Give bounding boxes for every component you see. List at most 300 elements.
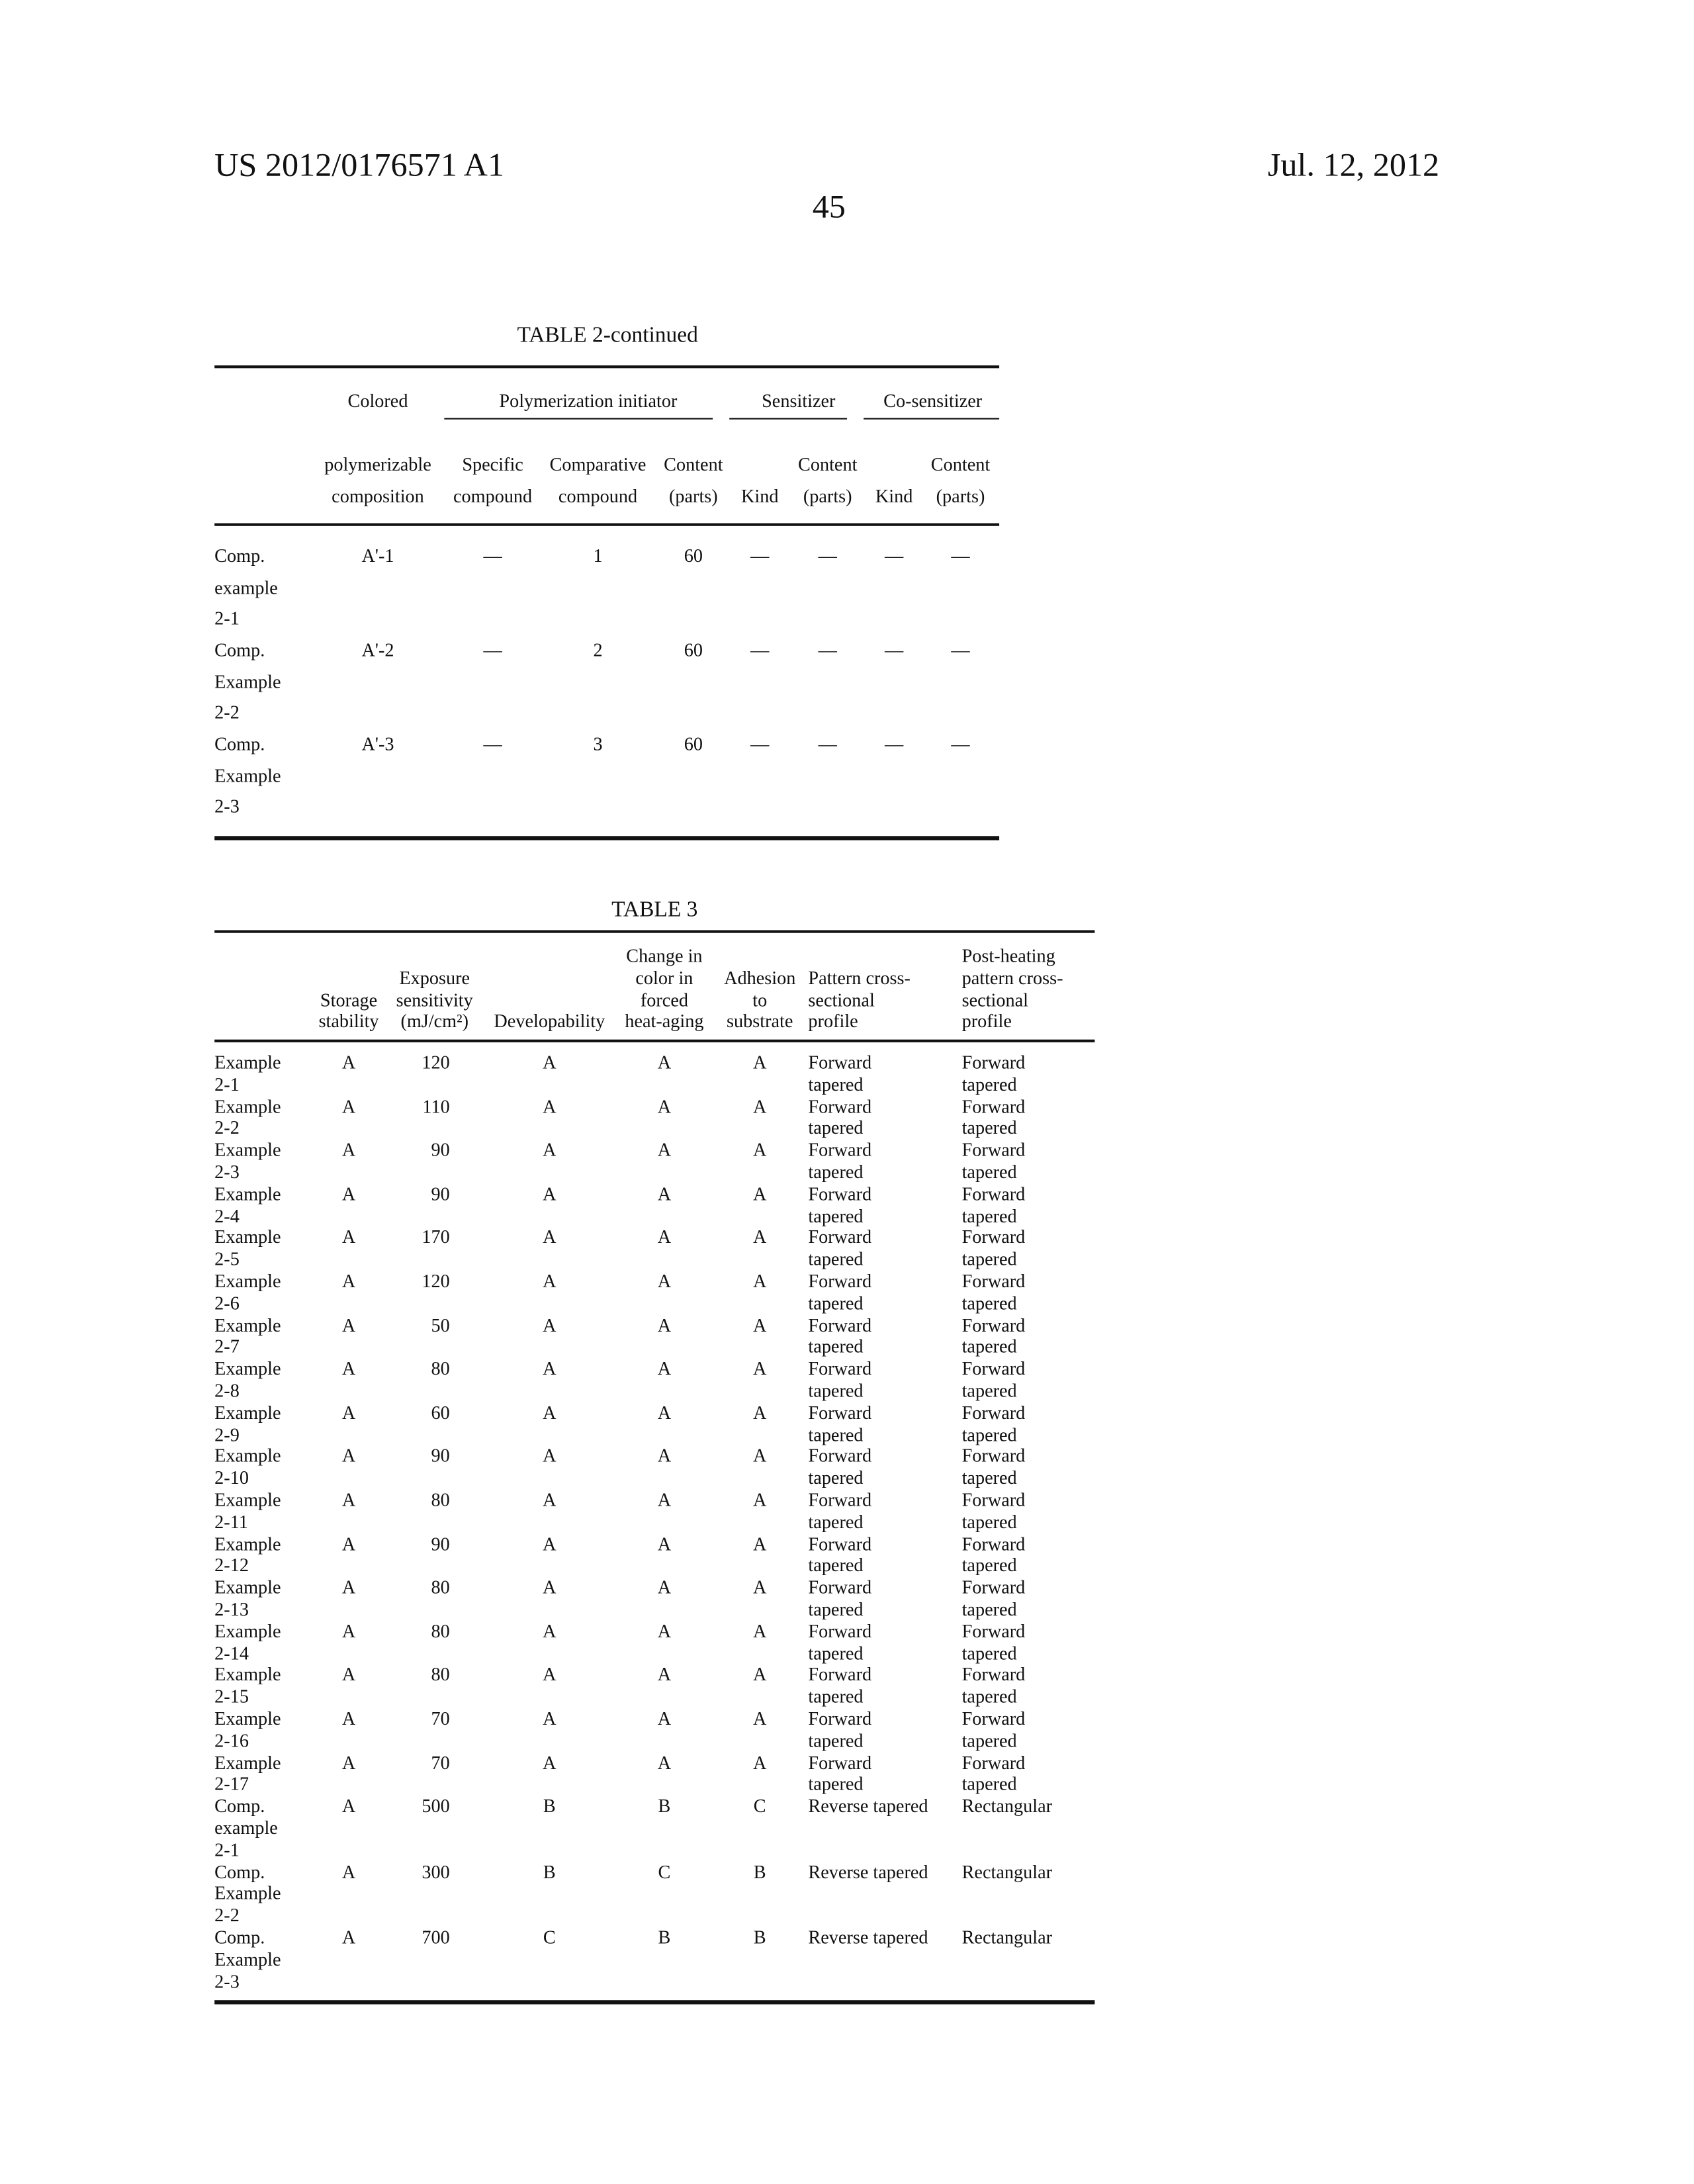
table-cell: 3 xyxy=(593,735,602,754)
row-label: Example xyxy=(214,1950,281,1968)
row-label: 2-8 xyxy=(214,1381,240,1400)
table-cell: A xyxy=(543,1359,556,1378)
table-cell: A xyxy=(753,1272,766,1291)
row-label: Example xyxy=(214,1709,281,1728)
table-cell: A xyxy=(753,1097,766,1116)
table3-bottom-rule xyxy=(214,2000,1094,2003)
table-cell: — xyxy=(750,641,769,659)
table-cell: 300 xyxy=(422,1862,449,1881)
table-cell: A xyxy=(753,1447,766,1465)
column-header: Developability xyxy=(494,1013,605,1031)
table-cell: 80 xyxy=(431,1666,450,1684)
table-cell: Forward xyxy=(808,1622,871,1641)
row-label: 2-7 xyxy=(214,1338,240,1356)
table-cell: Forward xyxy=(962,1228,1026,1247)
column-header: Change in xyxy=(626,947,702,966)
table-cell: A xyxy=(342,1403,355,1422)
row-label: Comp. xyxy=(214,1928,265,1946)
table-cell: A xyxy=(753,1666,766,1684)
table-cell: 90 xyxy=(431,1141,450,1160)
table-cell: Forward xyxy=(962,1185,1026,1203)
table-cell: tapered xyxy=(962,1206,1017,1225)
table-cell: C xyxy=(754,1797,766,1815)
row-label: 2-9 xyxy=(214,1425,240,1443)
table-cell: A xyxy=(753,1578,766,1597)
table-cell: A xyxy=(342,1622,355,1641)
table-cell: A xyxy=(658,1447,671,1465)
row-label: Example xyxy=(214,766,281,785)
table-cell: B xyxy=(754,1862,766,1881)
row-label: Comp. xyxy=(214,735,265,754)
table-cell: — xyxy=(819,735,837,754)
column-header: Pattern cross- xyxy=(808,969,910,987)
table-cell: A xyxy=(753,1622,766,1641)
table-cell: A xyxy=(753,1316,766,1334)
table-cell: B xyxy=(754,1928,766,1946)
table-cell: 90 xyxy=(431,1185,450,1203)
table-cell: 90 xyxy=(431,1447,450,1465)
table-cell: Forward xyxy=(962,1622,1026,1641)
row-label: Example xyxy=(214,1359,281,1378)
column-header: Storage xyxy=(320,991,377,1009)
table-cell: tapered xyxy=(808,1250,863,1269)
row-label: Example xyxy=(214,1054,281,1072)
table-cell: Reverse tapered xyxy=(808,1862,928,1881)
column-header: sensitivity xyxy=(396,991,473,1009)
table2-group-co-sensitizer: Co-sensitizer xyxy=(883,392,982,410)
table-cell: tapered xyxy=(962,1469,1017,1487)
row-label: Example xyxy=(214,1272,281,1291)
column-header: to xyxy=(752,991,767,1009)
table-cell: A xyxy=(753,1709,766,1728)
table-cell: A xyxy=(543,1403,556,1422)
table-cell: A xyxy=(342,1447,355,1465)
table-cell: A xyxy=(543,1054,556,1072)
table-cell: — xyxy=(951,641,969,659)
table-cell: Forward xyxy=(808,1578,871,1597)
table-cell: A xyxy=(658,1666,671,1684)
table-cell: A xyxy=(543,1185,556,1203)
row-label: 2-1 xyxy=(214,609,240,627)
table-cell: C xyxy=(543,1928,556,1946)
table-cell: — xyxy=(951,735,969,754)
column-header: sectional xyxy=(808,991,874,1009)
table2-title: TABLE 2-continued xyxy=(517,326,698,347)
row-label: 2-2 xyxy=(214,703,240,721)
table-cell: A xyxy=(658,1578,671,1597)
publication-date: Jul. 12, 2012 xyxy=(1268,150,1439,183)
table-cell: Forward xyxy=(808,1054,871,1072)
table-cell: Reverse tapered xyxy=(808,1797,928,1815)
column-header: compound xyxy=(453,486,532,505)
row-label: 2-17 xyxy=(214,1775,249,1794)
table-cell: A xyxy=(753,1535,766,1553)
table-cell: C xyxy=(658,1862,670,1881)
table-cell: A xyxy=(658,1491,671,1510)
table-cell: A xyxy=(342,1228,355,1247)
table-cell: B xyxy=(658,1797,670,1815)
row-label: 2-16 xyxy=(214,1731,249,1750)
row-label: 2-3 xyxy=(214,1163,240,1181)
table-cell: tapered xyxy=(962,1338,1017,1356)
table-cell: A xyxy=(753,1753,766,1772)
row-label: Example xyxy=(214,1884,281,1903)
table-cell: tapered xyxy=(808,1338,863,1356)
table-cell: A xyxy=(658,1622,671,1641)
table2-header-rule xyxy=(214,523,999,525)
table-cell: A xyxy=(753,1054,766,1072)
table-cell: A xyxy=(342,1097,355,1116)
table-cell: A xyxy=(543,1228,556,1247)
row-label: Example xyxy=(214,1316,281,1334)
table-cell: Forward xyxy=(962,1272,1026,1291)
table-cell: A xyxy=(658,1359,671,1378)
table3-header-rule xyxy=(214,1040,1094,1042)
row-label: Example xyxy=(214,1535,281,1553)
table-cell: Forward xyxy=(962,1447,1026,1465)
row-label: 2-5 xyxy=(214,1250,240,1269)
row-label: example xyxy=(214,578,278,596)
row-label: Example xyxy=(214,1097,281,1116)
row-label: 2-4 xyxy=(214,1206,240,1225)
table-cell: tapered xyxy=(808,1644,863,1662)
table2-bottom-rule xyxy=(214,836,999,839)
column-header: Specific xyxy=(462,455,523,474)
table-cell: A xyxy=(658,1054,671,1072)
table-cell: A xyxy=(342,1753,355,1772)
table-cell: tapered xyxy=(962,1294,1017,1312)
row-label: Example xyxy=(214,1578,281,1597)
row-label: Example xyxy=(214,1491,281,1510)
table-cell: Forward xyxy=(808,1141,871,1160)
patent-page xyxy=(0,0,1694,2184)
table-cell: — xyxy=(750,547,769,565)
row-label: Comp. xyxy=(214,641,265,659)
column-header: pattern cross- xyxy=(962,969,1063,987)
table-cell: A xyxy=(753,1141,766,1160)
table-cell: Forward xyxy=(962,1403,1026,1422)
table-cell: B xyxy=(658,1928,670,1946)
table-cell: 90 xyxy=(431,1535,450,1553)
table-cell: A xyxy=(753,1185,766,1203)
table-cell: tapered xyxy=(962,1600,1017,1619)
row-label: Example xyxy=(214,1141,281,1160)
column-header: sectional xyxy=(962,991,1028,1009)
table-cell: A xyxy=(658,1535,671,1553)
row-label: 2-12 xyxy=(214,1557,249,1575)
table-cell: A xyxy=(342,1797,355,1815)
row-label: 2-15 xyxy=(214,1688,249,1706)
column-header: Exposure xyxy=(399,969,470,987)
table-cell: A xyxy=(658,1709,671,1728)
column-header: (parts) xyxy=(669,486,718,505)
table-cell: A xyxy=(658,1185,671,1203)
column-header: Kind xyxy=(875,486,913,505)
column-header: heat-aging xyxy=(625,1013,703,1031)
table-cell: Forward xyxy=(962,1709,1026,1728)
table-cell: 60 xyxy=(684,547,703,565)
table-cell: A xyxy=(543,1578,556,1597)
column-header: color in xyxy=(635,969,693,987)
table-cell: Forward xyxy=(962,1054,1026,1072)
patent-number: US 2012/0176571 A1 xyxy=(214,150,504,183)
row-label: Comp. xyxy=(214,1797,265,1815)
table-cell: A xyxy=(342,1862,355,1881)
table-cell: A xyxy=(543,1535,556,1553)
table-cell: Forward xyxy=(808,1491,871,1510)
table-cell: tapered xyxy=(808,1206,863,1225)
table-cell: A xyxy=(342,1185,355,1203)
table-cell: tapered xyxy=(808,1119,863,1138)
row-label: Example xyxy=(214,1185,281,1203)
table-cell: 110 xyxy=(422,1097,449,1116)
table2-group-colored: Colored xyxy=(347,392,408,410)
row-label: 2-13 xyxy=(214,1600,249,1619)
table-cell: tapered xyxy=(808,1163,863,1181)
table-cell: tapered xyxy=(808,1381,863,1400)
table-cell: 70 xyxy=(431,1709,450,1728)
column-header: composition xyxy=(332,486,424,505)
table-cell: A xyxy=(658,1753,671,1772)
table-cell: Forward xyxy=(962,1753,1026,1772)
table-cell: 50 xyxy=(431,1316,450,1334)
row-label: Comp. xyxy=(214,1862,265,1881)
table-cell: Forward xyxy=(962,1578,1026,1597)
table-cell: 120 xyxy=(422,1054,449,1072)
row-label: 2-3 xyxy=(214,797,240,816)
table-cell: A xyxy=(658,1141,671,1160)
row-label: Example xyxy=(214,1622,281,1641)
table-cell: Forward xyxy=(808,1316,871,1334)
table-cell: A xyxy=(753,1359,766,1378)
row-label: 2-11 xyxy=(214,1513,248,1531)
table-cell: tapered xyxy=(808,1425,863,1443)
column-header: Content xyxy=(931,455,990,474)
table-cell: Forward xyxy=(808,1666,871,1684)
table-cell: Forward xyxy=(962,1097,1026,1116)
table-cell: B xyxy=(543,1797,556,1815)
table-cell: A xyxy=(543,1753,556,1772)
table-cell: — xyxy=(483,735,502,754)
table-cell: — xyxy=(750,735,769,754)
table-cell: — xyxy=(819,641,837,659)
row-label: 2-2 xyxy=(214,1119,240,1138)
table-cell: A xyxy=(658,1403,671,1422)
table-cell: Forward xyxy=(808,1228,871,1247)
row-label: 2-1 xyxy=(214,1075,240,1094)
column-header: Post-heating xyxy=(962,947,1055,966)
table-cell: — xyxy=(885,735,903,754)
table-cell: A xyxy=(753,1403,766,1422)
table2-top-rule xyxy=(214,365,999,368)
table-cell: 80 xyxy=(431,1359,450,1378)
row-label: Example xyxy=(214,1447,281,1465)
table-cell: A xyxy=(543,1141,556,1160)
table-cell: 60 xyxy=(684,641,703,659)
table-cell: tapered xyxy=(962,1119,1017,1138)
table-cell: A xyxy=(658,1228,671,1247)
table-cell: Forward xyxy=(962,1535,1026,1553)
column-header: polymerizable xyxy=(324,455,431,474)
table-cell: — xyxy=(483,547,502,565)
table-cell: 170 xyxy=(422,1228,449,1247)
table-cell: tapered xyxy=(962,1163,1017,1181)
table-cell: A xyxy=(342,1535,355,1553)
table-cell: 80 xyxy=(431,1491,450,1510)
row-label: example xyxy=(214,1819,278,1837)
table-cell: 120 xyxy=(422,1272,449,1291)
table-cell: Forward xyxy=(962,1491,1026,1510)
table-cell: A xyxy=(658,1316,671,1334)
table-cell: A xyxy=(342,1141,355,1160)
table-cell: Forward xyxy=(808,1753,871,1772)
table-cell: tapered xyxy=(808,1075,863,1094)
column-header: stability xyxy=(319,1013,379,1031)
column-header: Comparative xyxy=(550,455,646,474)
table-cell: A xyxy=(753,1228,766,1247)
table-cell: Forward xyxy=(808,1447,871,1465)
row-label: Example xyxy=(214,1228,281,1247)
table-cell: Forward xyxy=(808,1097,871,1116)
row-label: 2-1 xyxy=(214,1841,240,1859)
table-cell: tapered xyxy=(962,1250,1017,1269)
table-cell: A xyxy=(342,1928,355,1946)
table-cell: tapered xyxy=(962,1075,1017,1094)
table-cell: — xyxy=(819,547,837,565)
column-header: (parts) xyxy=(803,486,852,505)
table-cell: 70 xyxy=(431,1753,450,1772)
column-header: Content xyxy=(798,455,857,474)
row-label: 2-6 xyxy=(214,1294,240,1312)
table-cell: A xyxy=(543,1272,556,1291)
table-cell: Rectangular xyxy=(962,1862,1052,1881)
table-cell: tapered xyxy=(962,1381,1017,1400)
column-header: profile xyxy=(808,1013,858,1031)
table-cell: 60 xyxy=(431,1403,450,1422)
table-cell: A xyxy=(342,1272,355,1291)
table2-group-polymerization-initiator: Polymerization initiator xyxy=(499,392,677,410)
table-cell: Reverse tapered xyxy=(808,1928,928,1946)
table-cell: tapered xyxy=(808,1731,863,1750)
row-label: Example xyxy=(214,1403,281,1422)
table-cell: A xyxy=(543,1097,556,1116)
table-cell: A xyxy=(543,1709,556,1728)
table-cell: Rectangular xyxy=(962,1797,1052,1815)
table-cell: 700 xyxy=(422,1928,449,1946)
table-cell: tapered xyxy=(962,1688,1017,1706)
table-cell: A xyxy=(543,1316,556,1334)
table-cell: Forward xyxy=(808,1185,871,1203)
column-header: profile xyxy=(962,1013,1012,1031)
table-cell: Forward xyxy=(808,1403,871,1422)
table-cell: A xyxy=(543,1622,556,1641)
column-header: Adhesion xyxy=(724,969,795,987)
table-cell: — xyxy=(483,641,502,659)
row-label: 2-2 xyxy=(214,1906,240,1925)
table-cell: Forward xyxy=(962,1359,1026,1378)
table-cell: A'-2 xyxy=(361,641,394,659)
table-cell: tapered xyxy=(808,1600,863,1619)
table-cell: A'-1 xyxy=(361,547,394,565)
table2-group-rule xyxy=(864,418,999,420)
table-cell: Forward xyxy=(808,1709,871,1728)
table-cell: 80 xyxy=(431,1622,450,1641)
table-cell: A xyxy=(543,1447,556,1465)
row-label: Example xyxy=(214,1666,281,1684)
table-cell: Forward xyxy=(962,1316,1026,1334)
table-cell: Forward xyxy=(962,1141,1026,1160)
column-header: Content xyxy=(664,455,723,474)
table-cell: A xyxy=(658,1097,671,1116)
table-cell: tapered xyxy=(962,1425,1017,1443)
table-cell: A xyxy=(342,1316,355,1334)
table-cell: A xyxy=(658,1272,671,1291)
table-cell: tapered xyxy=(962,1644,1017,1662)
column-header: forced xyxy=(641,991,688,1009)
table2-group-rule xyxy=(729,418,847,420)
table-cell: Forward xyxy=(962,1666,1026,1684)
table2-group-rule xyxy=(444,418,713,420)
table-cell: — xyxy=(951,547,969,565)
table3-title: TABLE 3 xyxy=(611,899,697,921)
table3-top-rule xyxy=(214,930,1094,933)
table-cell: A xyxy=(342,1666,355,1684)
column-header: Kind xyxy=(741,486,778,505)
column-header: substrate xyxy=(727,1013,793,1031)
table-cell: 500 xyxy=(422,1797,449,1815)
table-cell: 2 xyxy=(593,641,602,659)
table2-group-sensitizer: Sensitizer xyxy=(762,392,835,410)
table-cell: Rectangular xyxy=(962,1928,1052,1946)
column-header: compound xyxy=(558,486,637,505)
row-label: Comp. xyxy=(214,547,265,565)
page-number: 45 xyxy=(813,191,846,224)
table-cell: A xyxy=(342,1359,355,1378)
table-cell: A'-3 xyxy=(361,735,394,754)
table-cell: Forward xyxy=(808,1272,871,1291)
table-cell: A xyxy=(342,1054,355,1072)
table-cell: tapered xyxy=(808,1557,863,1575)
table-cell: tapered xyxy=(962,1513,1017,1531)
table-cell: Forward xyxy=(808,1359,871,1378)
table-cell: Forward xyxy=(808,1535,871,1553)
table-cell: tapered xyxy=(808,1513,863,1531)
row-label: Example xyxy=(214,672,281,690)
row-label: 2-10 xyxy=(214,1469,249,1487)
column-header: (mJ/cm²) xyxy=(400,1013,468,1031)
column-header: (parts) xyxy=(936,486,985,505)
row-label: Example xyxy=(214,1753,281,1772)
row-label: 2-3 xyxy=(214,1972,240,1991)
table-cell: 1 xyxy=(593,547,602,565)
table-cell: 60 xyxy=(684,735,703,754)
table-cell: A xyxy=(342,1709,355,1728)
table-cell: tapered xyxy=(808,1294,863,1312)
row-label: 2-14 xyxy=(214,1644,249,1662)
table-cell: B xyxy=(543,1862,556,1881)
table-cell: tapered xyxy=(808,1775,863,1794)
table-cell: tapered xyxy=(962,1775,1017,1794)
table-cell: 80 xyxy=(431,1578,450,1597)
table-cell: A xyxy=(543,1491,556,1510)
table-cell: tapered xyxy=(962,1557,1017,1575)
table-cell: tapered xyxy=(808,1688,863,1706)
table-cell: A xyxy=(753,1491,766,1510)
table-cell: tapered xyxy=(962,1731,1017,1750)
table-cell: A xyxy=(342,1578,355,1597)
table-cell: A xyxy=(342,1491,355,1510)
table-cell: A xyxy=(543,1666,556,1684)
